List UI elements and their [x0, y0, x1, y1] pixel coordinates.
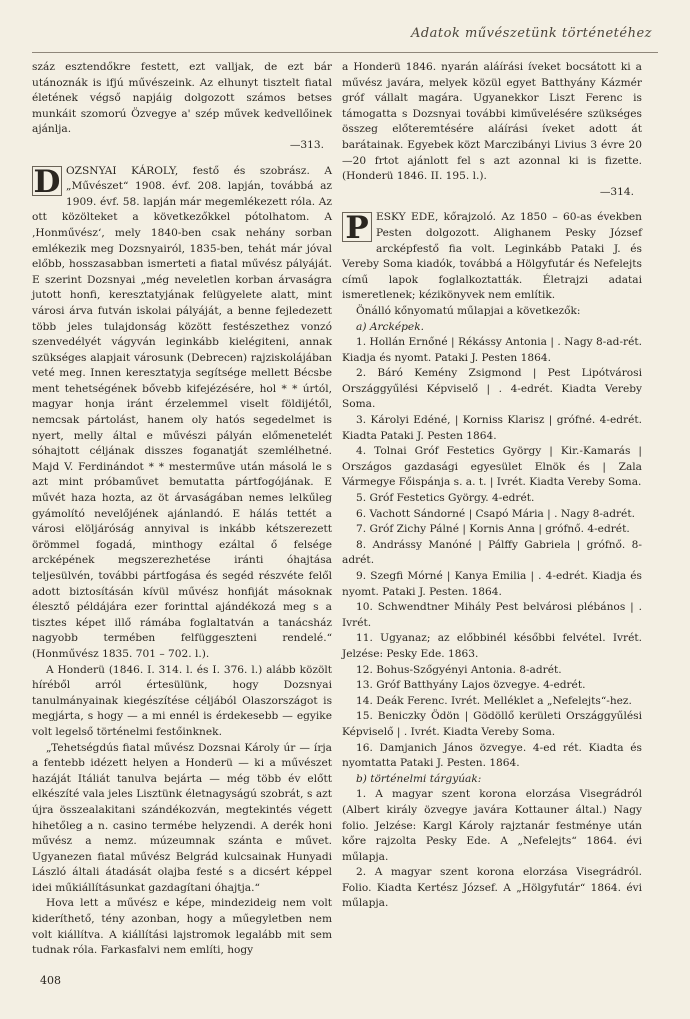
list-item: 1. Hollán Ernőné | Rékássy Antonia | . Nagy 8-ad-rét. Kiadja és nyomt. Pataki J. Pesten 1864.: [342, 336, 642, 364]
pesky-text: ESKY EDE, kőrajzoló. Az 1850 – 60-as években Pesten dolgozott. Alighanem Pesky József arcképfestő fia volt. Leginkább Pataki J. és Vereby Soma kiadók, továbbá a Hölgyfutár és Nefelejts című lapok foglalkoztatták. Életrajzi adatai ismeretlenek; kézikönyvek nem említik.: [342, 211, 642, 302]
entry-number-313: —313.: [289, 138, 324, 151]
left-column: [32, 60, 332, 959]
dozsnyai-paragraph-3: „Tehetségdús fiatal művész Dozsnai Károly úr — írja a fentebb idézett helyen a Honderü — ki a művészet hazáját Itáliát tanulva bejárta — még több év előtt elkészíté vala jeles Lisztünk életnagyságú szobrát, s azt újra összealakitani szándékozván, megtekintés végett hihetőleg a n. casino termébe helyzendi. A derék honi művész a nemz. múzeumnak szánta e művet. Ugyanezen fiatal művész Belgrád kulcsainak Hunyadi László általi átadását olajba festé s a dicsért képpel idei műkiállításunkat gazdagítani óhajtja.“: [32, 741, 332, 894]
pesky-entry-paragraph: [342, 210, 642, 304]
intro-paragraph: száz esztendőkre festett, ezt valljak, de ezt bár utánoznák is ifjú művészeink. Az elhunyt tisztelt fiatal életének végső napjáig dolgozott számos betses munkáit szomorú Özvegye a' szép művek kedvellőinek ajánlja.: [32, 61, 332, 136]
header-rule: [32, 52, 658, 53]
dropcap-p: P: [342, 212, 372, 242]
list-item: 6. Vachott Sándorné | Csapó Mária | . Nagy 8-adrét.: [356, 507, 635, 520]
right-column: [342, 60, 642, 912]
entry-number-314: —314.: [599, 185, 634, 198]
dozsnyai-paragraph-4: Hova lett a művész e képe, mindezideig nem volt kideríthető, tény azonban, hogy a műegyletben nem volt kiállítva. A kiállítási lajstromok legalább mit sem tudnak róla. Farkasfalvi nem említi, hogy: [32, 897, 332, 957]
dozsnyai-paragraph-2: A Honderü (1846. I. 314. l. és I. 376. l.) alább közölt híréből arról értesülünk, hogy Dozsnyai tanulmányainak kiegészítése céljából Olaszországot is megjárta, s hogy — a mi ennél is érdekesebb — egyike volt legelső történelmi festőinknek.: [32, 663, 332, 738]
list-item: 3. Károlyi Edéné, | Korniss Klarisz | grófné. 4-edrét. Kiadta Pataki J. Pesten 1864.: [342, 414, 642, 442]
list-item: 7. Gróf Zichy Pálné | Kornis Anna | grófnő. 4-edrét.: [356, 523, 630, 536]
dropcap-d: D: [33, 163, 61, 200]
list-item: 14. Deák Ferenc. Ivrét. Melléklet a „Nefelejts“-hez.: [356, 694, 632, 707]
list-item: 10. Schwendtner Mihály Pest belvárosi plébános | . Ivrét.: [342, 601, 642, 629]
list-item: 9. Szegfi Mórné | Kanya Emilia | . 4-edrét. Kiadja és nyomt. Pataki J. Pesten. 1864.: [342, 570, 642, 598]
list-item: 11. Ugyanaz; az előbbinél későbbi felvétel. Ivrét. Jelzése: Pesky Ede. 1863.: [342, 632, 642, 660]
list-item: 16. Damjanich János özvegye. 4-ed rét. Kiadta és nyomtatta Pataki J. Pesten. 1864.: [342, 741, 642, 770]
dozsnyai-text: OZSNYAI KÁROLY, festő és szobrász. A „Művészet“ 1908. évf. 208. lapján, továbbá az 1909. évf. 58. lapján már megemlékezett róla. Az ott közölteket a következőkkel pótolhatom. A ‚Honművész‘, mely 1840-ben csak nehány sorban emlékezik meg Dozsnyairól, 1835-ben, tehát már jóval előbb, hosszasabban ismerteti a fiatal művész pályáját. E szerint Dozsnyai „még neveletlen korban árvaságra jutott honfi, keresztatyjának felügyelete alatt, mint városi árva futván iskolai pályáját, a benne fejledezett több jeles tulajdonság között festészethez vonzó szenvedélyét vágyván leginkább kielégiteni, annak szükséges alapjait városunk (Debrecen) rajziskolájában veté meg. Innen keresztatyja segítsége mellett Bécsbe ment tehetségének bővebb kifejézésére, hol * * úrtól, magyar honja iránt érzelemmel viselt földijétől, nemcsak pártolást, hanem oly hatós segedelmet is nyert, melly által e művészi pályán előmenetelét sóhajtott céljának disszes foganatját szemlélhetné. Majd V. Ferdinándot * * mesterműve után másolá le s azt mint próbaművet bemutatta pártfogójának. E művét haza hozta, az öt árvaságában nemes lelkűleg gyámolító nevelőjének ajánlandó. E hálás tettét a városi elöljáróság annyival is inkább kétszerezett örömmel fogadá, minthogy ezáltal ő felsége arcképének megszerezhetése iránti óhajtása teljesülvén, további pártfogása és segéd részvéte felől adott biztosításán kívül művész honfiját másoknak élesztő példájára ezer forinttal ajándékozá meg s a tisztes képet illő rámába foglaltatván a tanácsház nagyobb termében felfüggeszteni rendelé.“ (Honművész 1835. 701 – 702. l.).: [32, 164, 332, 660]
subheading-portraits: a) Arcképek.: [356, 320, 424, 333]
list-item: 2. A magyar szent korona elorzása Visegrádról. Folio. Kiadta Kertész József. A „Hölgyfutár“ 1864. évi műlapja.: [342, 866, 642, 910]
list-item: 2. Báró Kemény Zsigmond | Pest Lipótvárosi Országgyűlési Képviselő | . 4-edrét. Kiadta Vereby Soma.: [342, 367, 642, 411]
list-item: 13. Gróf Batthyány Lajos özvegye. 4-edrét.: [356, 679, 586, 692]
continuation-paragraph: a Honderü 1846. nyarán aláírási íveket bocsátott ki a művész javára, melyek közül egyet Batthyány Kázmér gróf vállalt magára. Ugyanekkor Liszt Ferenc is támogatta s Dozsnyai további kiművelésére szükséges összeg előteremtésére aláírási íveket adott át barátainak. Egyebek közt Marczibányi Livius 3 évre 20—20 frtot ajánlott fel s azt azonnal ki is fizette. (Honderü 1846. II. 195. l.).: [342, 61, 642, 183]
running-header: Adatok művészetünk történetéhez: [410, 26, 652, 41]
subheading-historical: b) történelmi tárgyúak:: [356, 772, 482, 785]
list-item: 5. Gróf Festetics György. 4-edrét.: [356, 492, 535, 505]
dozsnyai-entry-paragraph: [32, 164, 332, 663]
list-item: 12. Bohus-Szőgyényi Antonia. 8-adrét.: [356, 663, 562, 676]
page-number: 408: [40, 974, 61, 987]
pesky-list-intro: Önálló kőnyomatú műlapjai a következők:: [356, 304, 581, 317]
list-item: 4. Tolnai Gróf Festetics György | Kir.-Kamarás | Országos gazdasági egyesület Elnök és | Zala Vármegye Főispánja s. a. t. | Ivrét. Kiadta Vereby Soma.: [342, 445, 642, 489]
list-item: 15. Beniczky Ödön | Gödöllő kerületi Országgyűlési Képviselő | . Ivrét. Kiadta Vereby Soma.: [342, 710, 642, 738]
list-item: 8. Andrássy Manóné | Pálffy Gabriela | grófnő. 8-adrét.: [342, 538, 642, 567]
list-item: 1. A magyar szent korona elorzása Visegrádról (Albert király özvegye javára Kottauner által.) Nagy folio. Jelzése: Kargl Károly rajztanár festménye után kőre rajzolta Pesky Ede. A „Nefelejts“ 1864. évi műlapja.: [342, 788, 642, 863]
